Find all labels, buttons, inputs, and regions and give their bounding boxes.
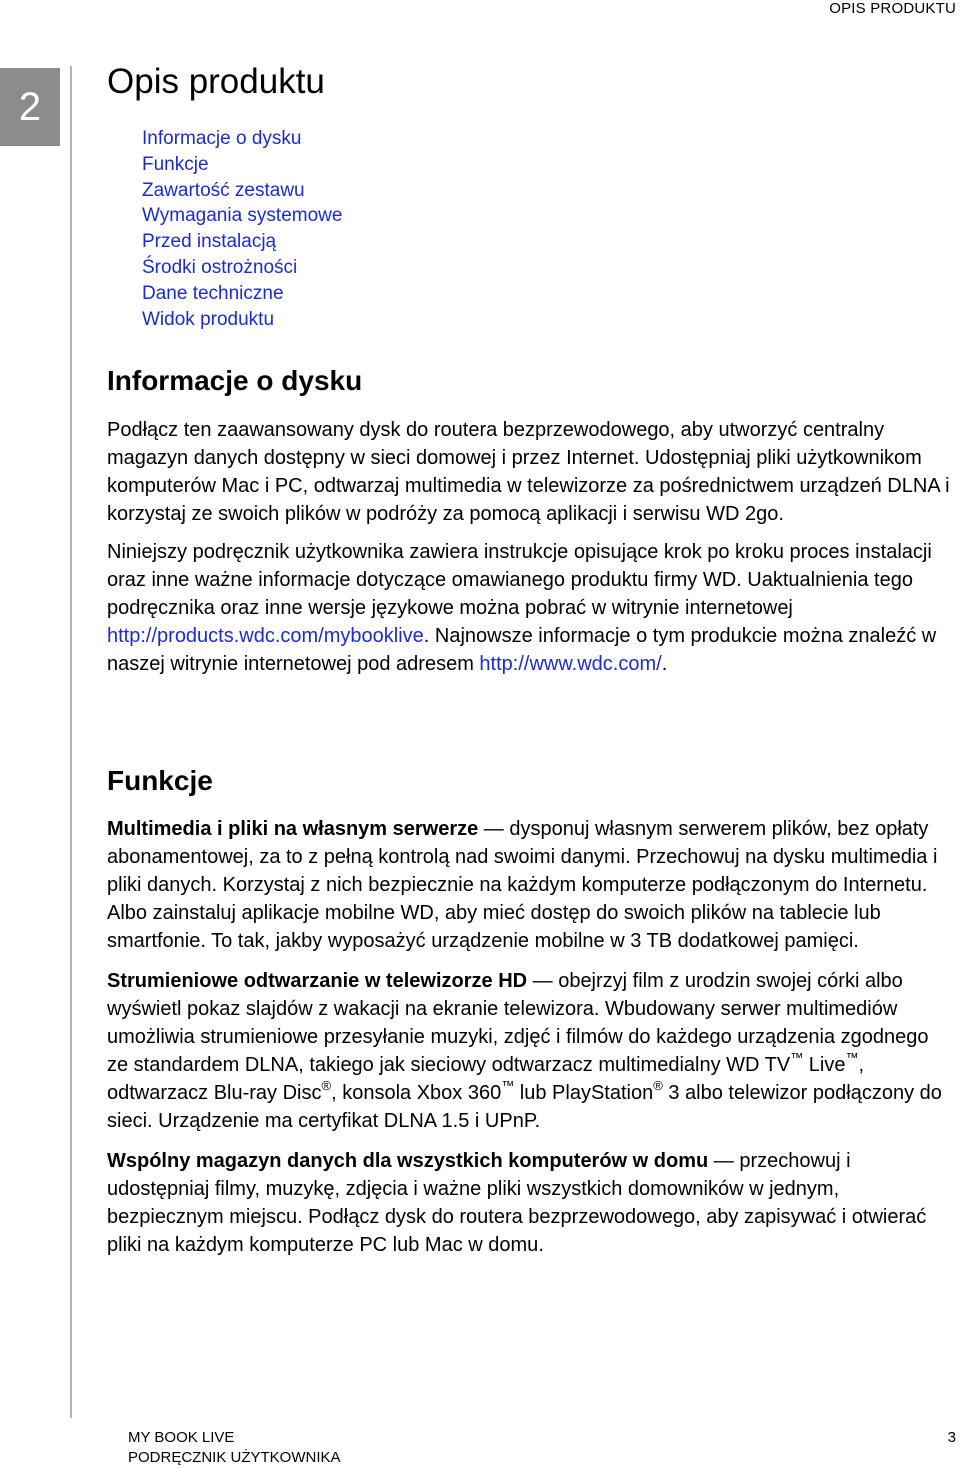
chapter-number-box: 2 <box>0 68 60 146</box>
toc-link-przed-instalacja[interactable]: Przed instalacją <box>142 231 277 253</box>
toc-link-funkcje[interactable]: Funkcje <box>142 153 209 175</box>
running-header: OPIS PRODUKTU <box>829 0 956 17</box>
toc-link-dane-techniczne[interactable]: Dane techniczne <box>142 282 284 304</box>
chapter-contents <box>142 126 342 332</box>
link-wdc-home[interactable]: http://www.wdc.com/ <box>479 653 662 675</box>
feature-multimedia-server: Multimedia i pliki na własnym serwerze — dysponuj własnym serwerem plików, bez opłaty abonamentowej, za to z pełną kontrolą nad swoimi danymi. Przechowuj na dysku multimedia i pliki danych. Korzystaj z nich bezpiecznie na każdym komputerze podłączonym do Internetu. Albo zainstaluj aplikacje mobilne WD, aby mieć dostęp do swoich plików na tablecie lub smartfonie. To tak, jakby wyposażyć urządzenie mobilne w 3 TB dodatkowej pamięci. <box>107 818 938 952</box>
paragraph-manual-info: Niniejszy podręcznik użytkownika zawiera instrukcje opisujące krok po kroku proces instalacji oraz inne ważne informacje dotyczące omawianego produktu firmy WD. Uaktualnienia tego podręcznika oraz inne wersje językowe można pobrać w witrynie internetowej http://products.wdc.com/mybooklive. Najnowsze informacje o tym produkcie można znaleźć w naszej witrynie internetowej pod adresem http://www.wdc.com/. <box>107 541 937 675</box>
toc-link-srodki-ostroznosci[interactable]: Środki ostrożności <box>142 256 298 278</box>
toc-link-widok-produktu[interactable]: Widok produktu <box>142 308 275 330</box>
toc-link-informacje-o-dysku[interactable]: Informacje o dysku <box>142 128 302 149</box>
feature-shared-storage: Wspólny magazyn danych dla wszystkich komputerów w domu — przechowuj i udostępniaj filmy, muzykę, zdjęcia i ważne pliki wszystkich domowników w jednym, bezpiecznym miejscu. Podłącz dysk do routera bezprzewodowego, aby zapisywać i otwierać pliki na każdym komputerze PC lub Mac w domu. <box>107 1150 927 1256</box>
vertical-divider <box>70 66 72 1418</box>
section-heading: Informacje o dysku <box>107 365 363 396</box>
link-products-wdc[interactable]: http://products.wdc.com/mybooklive <box>107 625 424 647</box>
page-number: 3 <box>947 1429 956 1446</box>
chapter-title: Opis produktu <box>107 62 325 101</box>
footer-product-name: MY BOOK LIVE <box>128 1429 235 1446</box>
section-informacje-o-dysku <box>107 364 955 678</box>
toc-link-zawartosc-zestawu[interactable]: Zawartość zestawu <box>142 179 305 201</box>
section-funkcje <box>107 764 955 1259</box>
footer-manual-name: PODRĘCZNIK UŻYTKOWNIKA <box>128 1449 341 1466</box>
toc-link-wymagania-systemowe[interactable]: Wymagania systemowe <box>142 205 343 227</box>
feature-hd-streaming: Strumieniowe odtwarzanie w telewizorze HD — obejrzyj film z urodzin swojej córki albo wyświetl pokaz slajdów z wakacji na ekranie telewizora. Wbudowany serwer multimediów umożliwia strumieniowe przesyłanie muzyki, zdjęć i filmów do każdego urządzenia zgodnego ze standardem DLNA, takiego jak sieciowy odtwarzacz multimedialny WD TV™ Live™, odtwarzacz Blu-ray Disc®, konsola Xbox 360™ lub PlayStation® 3 albo telewizor podłączony do sieci. Urządzenie ma certyfikat DLNA 1.5 i UPnP. <box>107 970 942 1132</box>
paragraph-intro: Podłącz ten zaawansowany dysk do routera bezprzewodowego, aby utworzyć centralny magazyn danych dostępny w sieci domowej i przez Internet. Udostępniaj pliki użytkownikom komputerów Mac i PC, odtwarzaj multimedia w telewizorze za pośrednictwem urządzeń DLNA i korzystaj ze swoich plików w podróży za pomocą aplikacji i serwisu WD 2go. <box>107 419 950 525</box>
section-heading: Funkcje <box>107 765 213 796</box>
footer-product <box>128 1428 341 1468</box>
